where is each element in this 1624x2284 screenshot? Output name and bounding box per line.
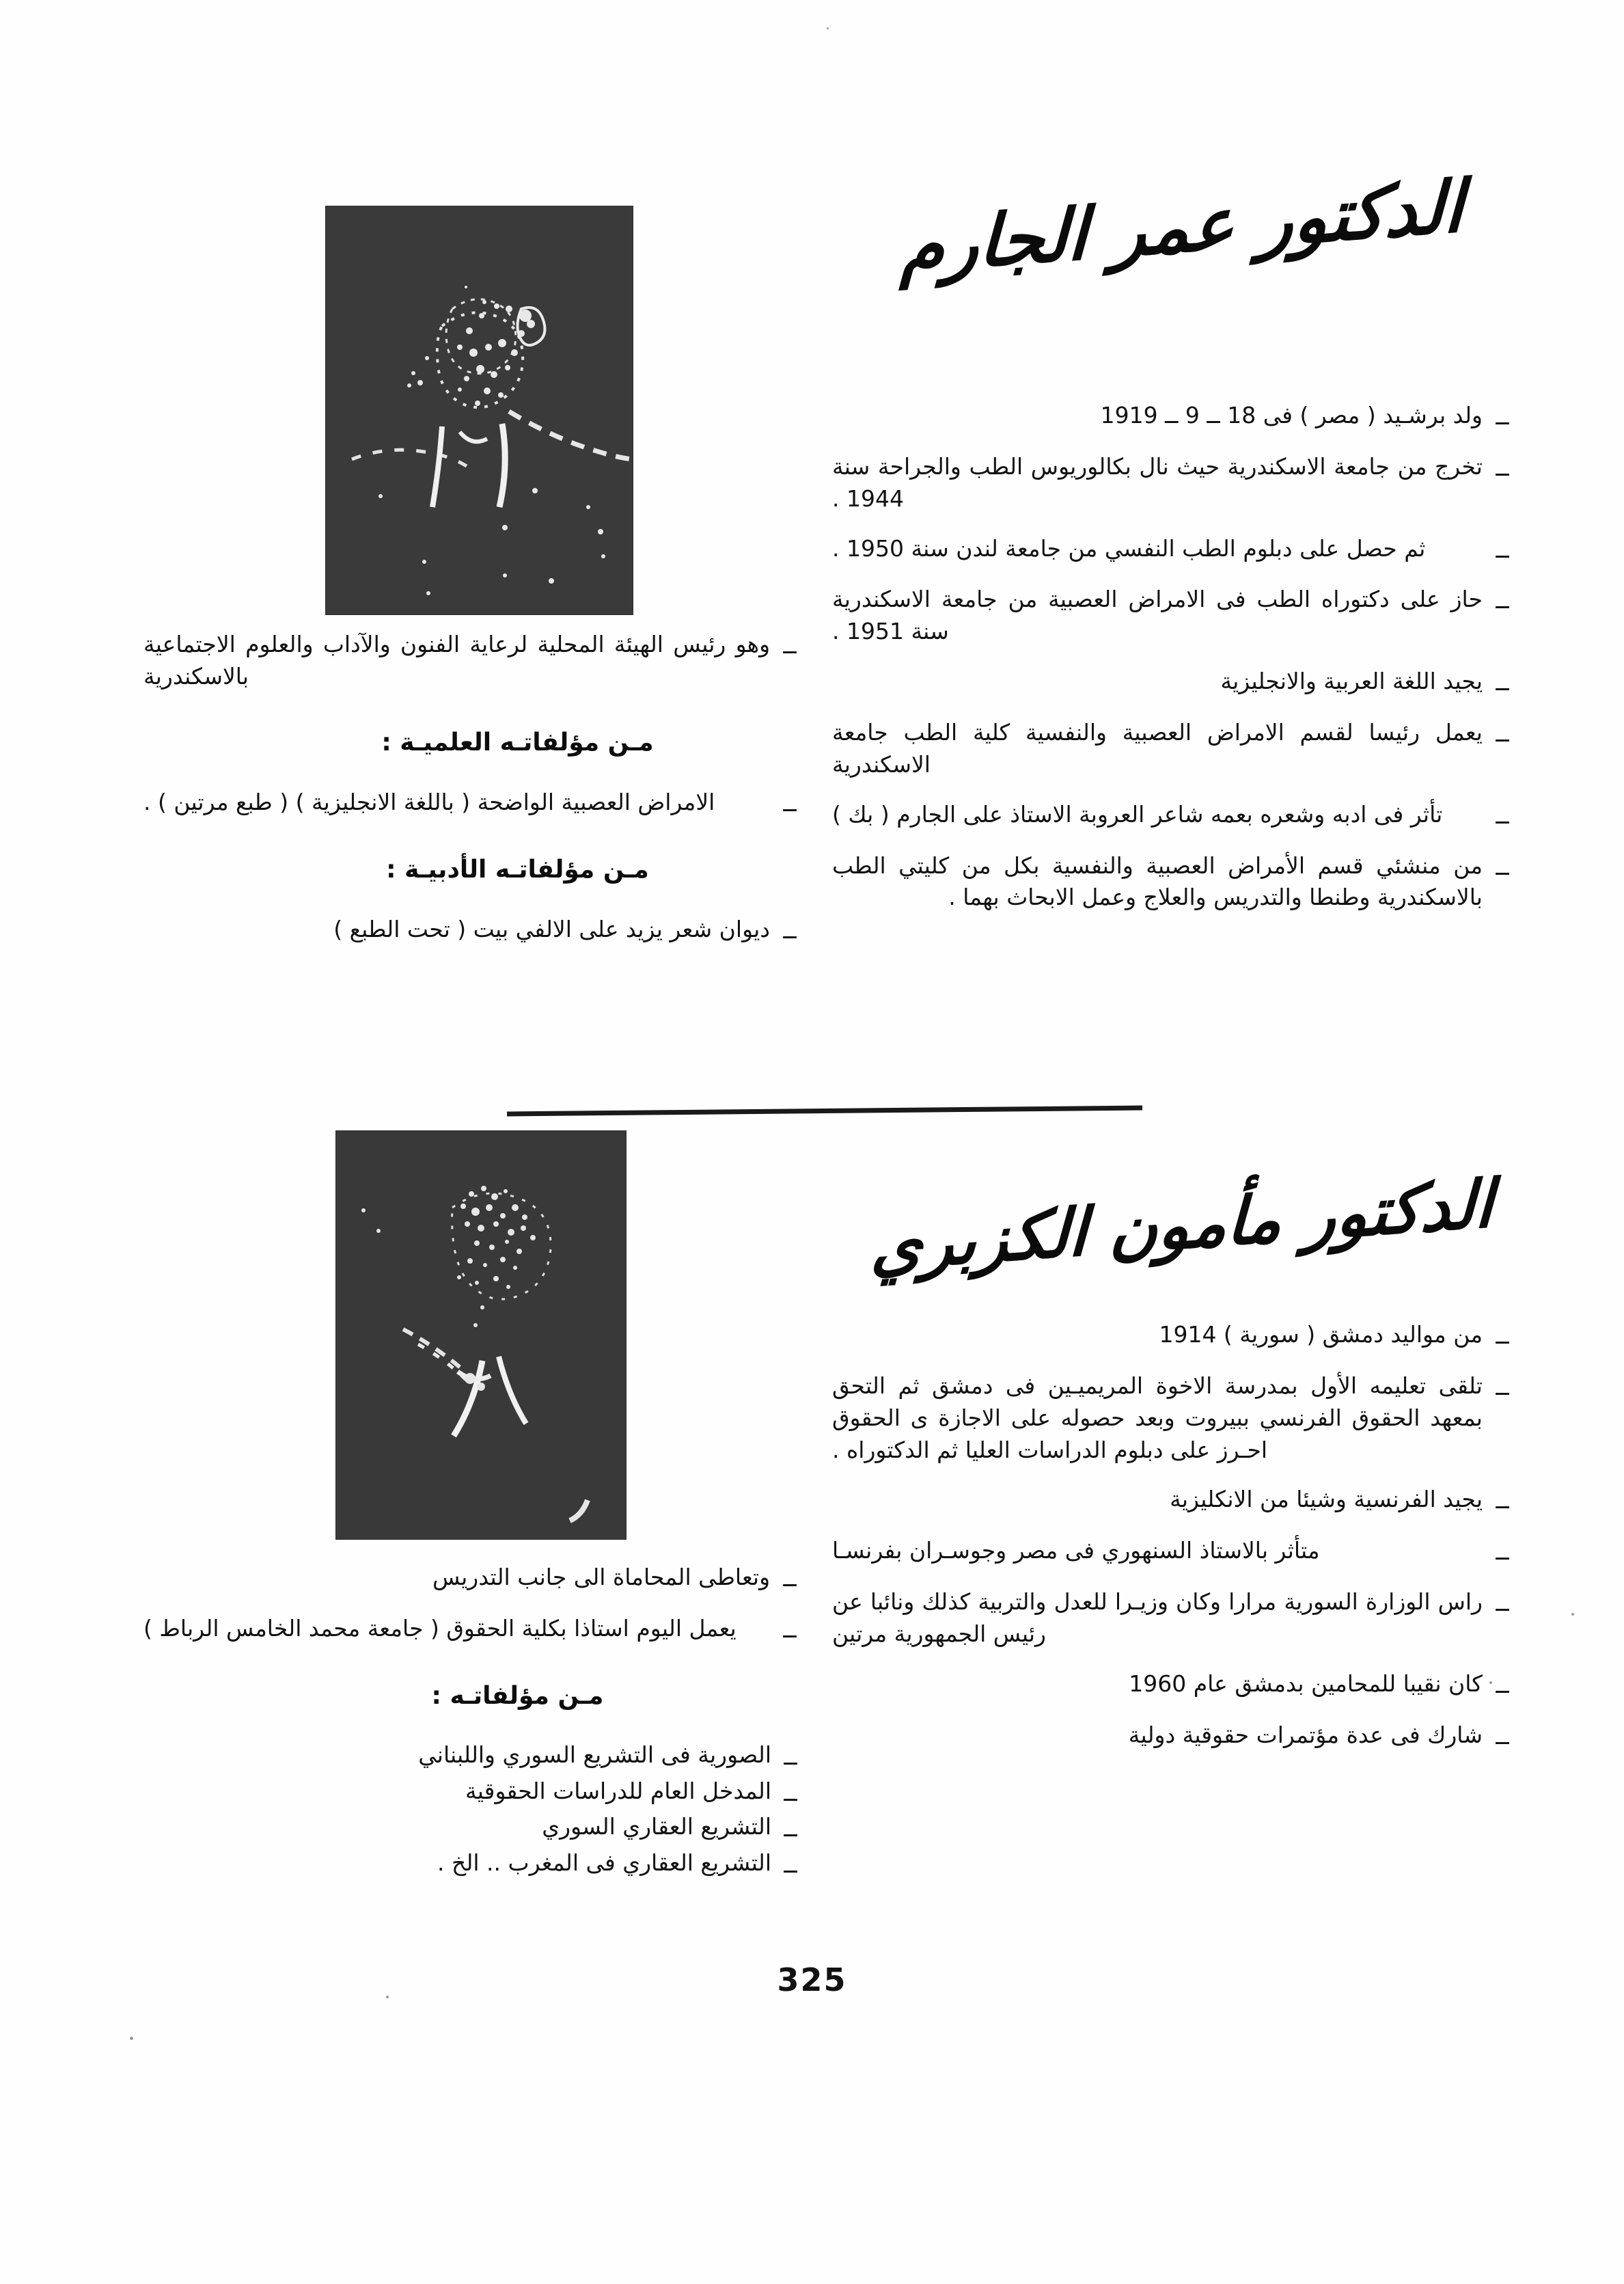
bullet-dash-icon: ــ <box>784 1743 797 1770</box>
list-item <box>832 1668 1522 1702</box>
list-item <box>832 1586 1522 1650</box>
bullet-text: راس الوزارة السورية مرارا وكان وزيـرا للعدل والتربية كذلك ونائبا عن رئيس الجمهورية مرتين <box>832 1588 1483 1648</box>
list-item <box>143 1562 810 1595</box>
list-item <box>832 717 1522 781</box>
bullet-dash-icon: ــ <box>1496 536 1509 563</box>
list-item <box>143 1613 810 1646</box>
entry-1-bullet-list-left <box>143 629 810 693</box>
bullet-dash-icon: ــ <box>1496 1671 1509 1698</box>
bullet-dash-icon: ــ <box>784 1779 797 1806</box>
bullet-text: تلقى تعليمه الأول بمدرسة الاخوة المريميـين فى دمشق ثم التحق بمعهد الحقوق الفرنسي ببيروت وبعد حصوله على الاجازة ى الحقوق احـرز على دبلوم الدراسات العليا ثم الدكتوراه . <box>832 1372 1483 1463</box>
bullet-dash-icon: ــ <box>1496 454 1509 481</box>
bullet-dash-icon: ــ <box>783 632 797 659</box>
portrait-photo-omar-elgarem <box>326 206 633 614</box>
bullet-text: من مواليد دمشق ( سورية ) 1914 <box>1159 1321 1483 1348</box>
bullet-dash-icon: ــ <box>1496 1722 1509 1750</box>
bullet-dash-icon: ــ <box>784 1851 797 1879</box>
bullet-text: ديوان شعر يزيد على الالفي بيت ( تحت الطبع ) <box>333 915 770 942</box>
scan-speck <box>1571 1613 1574 1616</box>
bullet-text: يجيد الفرنسية وشيئا من الانكليزية <box>1170 1486 1483 1513</box>
list-item <box>832 1719 1522 1753</box>
heading-literary-works: مـن مؤلفاتـه الأدبيـة : <box>386 855 649 884</box>
scan-speck <box>1489 1681 1492 1684</box>
bullet-dash-icon: ــ <box>1496 1373 1509 1400</box>
bullet-text: من منشئي قسم الأمراض العصبية والنفسية بكل من كليتي الطب بالاسكندرية وطنطا والتدريس والعلاج وعمل الابحاث بهما . <box>832 852 1483 911</box>
scan-speck <box>827 27 829 29</box>
entry-2-works-list <box>143 1740 810 1881</box>
bullet-text: تخرج من جامعة الاسكندرية حيث نال بكالوريوس الطب والجراحة سنة 1944 . <box>832 452 1483 512</box>
bullet-dash-icon: ــ <box>1496 802 1509 829</box>
bullet-dash-icon: ــ <box>1496 1538 1509 1566</box>
bullet-text: يعمل رئيسا لقسم الامراض العصبية والنفسية كلية الطب جامعة الاسكندرية <box>832 719 1483 778</box>
list-item <box>143 787 810 820</box>
bullet-dash-icon: ــ <box>784 1815 797 1843</box>
bullet-text: وتعاطى المحاماة الى جانب التدريس <box>432 1564 770 1590</box>
entry-2-bullet-list-right <box>832 1319 1522 1753</box>
scan-speck <box>386 1996 389 1998</box>
entry-title-mamoun-elkuzbari: الدكتور مأمون الكزبري <box>869 1165 1495 1286</box>
list-item <box>143 1740 810 1773</box>
list-item <box>832 584 1522 648</box>
page-number: 325 <box>777 1961 847 1998</box>
entry-title-omar-elgarem: الدكتور عمر الجارم <box>899 164 1465 290</box>
entry-2-bullet-list-left <box>143 1562 810 1646</box>
entry-1-biography-column <box>832 400 1522 932</box>
bullet-dash-icon: ــ <box>1496 1590 1509 1617</box>
list-item <box>832 799 1522 832</box>
bullet-dash-icon: ــ <box>1496 403 1509 430</box>
bullet-dash-icon: ــ <box>783 1616 797 1643</box>
halftone-portrait-graphic <box>336 1131 626 1539</box>
bullet-text: كان نقيبا للمحامين بدمشق عام 1960 <box>1129 1670 1483 1697</box>
list-item <box>832 1370 1522 1467</box>
bullet-text: الامراض العصبية الواضحة ( باللغة الانجليزية ) ( طبع مرتين ) . <box>143 788 715 815</box>
list-item <box>143 1812 810 1845</box>
section-divider <box>507 1106 1142 1117</box>
bullet-dash-icon: ــ <box>1496 587 1509 614</box>
bullet-dash-icon: ــ <box>1496 720 1509 748</box>
list-item <box>832 850 1522 914</box>
bullet-text: متأثر بالاستاذ السنهوري فى مصر وجوسـران بفرنسـا <box>832 1537 1320 1564</box>
list-item <box>832 1484 1522 1517</box>
list-item <box>832 533 1522 567</box>
bullet-text: وهو رئيس الهيئة المحلية لرعاية الفنون والآداب والعلوم الاجتماعية بالاسكندرية <box>143 631 770 690</box>
bullet-dash-icon: ــ <box>1496 1322 1509 1349</box>
halftone-portrait-graphic <box>326 206 633 614</box>
bullet-text: ثم حصل على دبلوم الطب النفسي من جامعة لندن سنة 1950 . <box>832 534 1426 562</box>
work-title: التشريع العقاري السوري <box>542 1813 771 1840</box>
list-item <box>143 629 810 693</box>
list-item <box>143 914 810 947</box>
bullet-dash-icon: ــ <box>783 916 797 944</box>
bullet-text: تأثر فى ادبه وشعره بعمه شاعر العروبة الاستاذ على الجارم ( بك ) <box>832 800 1443 828</box>
entry-1-works-column <box>143 629 810 964</box>
list-item <box>832 400 1522 433</box>
list-item <box>832 451 1522 515</box>
bullet-text: يجيد اللغة العربية والانجليزية <box>1220 668 1483 695</box>
work-title: التشريع العقاري فى المغرب .. الخ . <box>437 1849 771 1877</box>
heading-works: مـن مؤلفاتـه : <box>431 1681 604 1710</box>
portrait-photo-mamoun-elkuzbari <box>336 1131 626 1539</box>
work-title: الصورية فى التشريع السوري واللبناني <box>418 1741 771 1768</box>
bullet-text: شارك فى عدة مؤتمرات حقوقية دولية <box>1128 1721 1483 1748</box>
heading-scientific-works: مـن مؤلفاتـه العلميـة : <box>381 728 654 757</box>
scan-speck <box>130 2037 133 2040</box>
list-item <box>832 666 1522 699</box>
bullet-dash-icon: ــ <box>1496 1487 1509 1514</box>
bullet-text: يعمل اليوم استاذا بكلية الحقوق ( جامعة محمد الخامس الرباط ) <box>143 1614 737 1642</box>
list-item <box>143 1776 810 1810</box>
entry-2-biography-column <box>832 1319 1522 1771</box>
list-item <box>832 1535 1522 1568</box>
entry-2-works-column <box>143 1562 810 1884</box>
bullet-text: ولد برشـيد ( مصر ) فى 18 ــ 9 ــ 1919 <box>1100 402 1483 429</box>
work-title: المدخل العام للدراسات الحقوقية <box>465 1777 771 1804</box>
entry-1-bullet-list-right <box>832 400 1522 914</box>
entry-1-literary-works-list <box>143 914 810 947</box>
bullet-dash-icon: ــ <box>1496 853 1509 880</box>
bullet-dash-icon: ــ <box>1496 669 1509 696</box>
entry-1-scientific-works-list <box>143 787 810 820</box>
list-item <box>832 1319 1522 1352</box>
list-item <box>143 1848 810 1881</box>
bullet-dash-icon: ــ <box>783 789 797 817</box>
bullet-text: حاز على دكتوراه الطب فى الامراض العصبية من جامعة الاسكندرية سنة 1951 . <box>832 586 1483 645</box>
bullet-dash-icon: ــ <box>783 1565 797 1592</box>
